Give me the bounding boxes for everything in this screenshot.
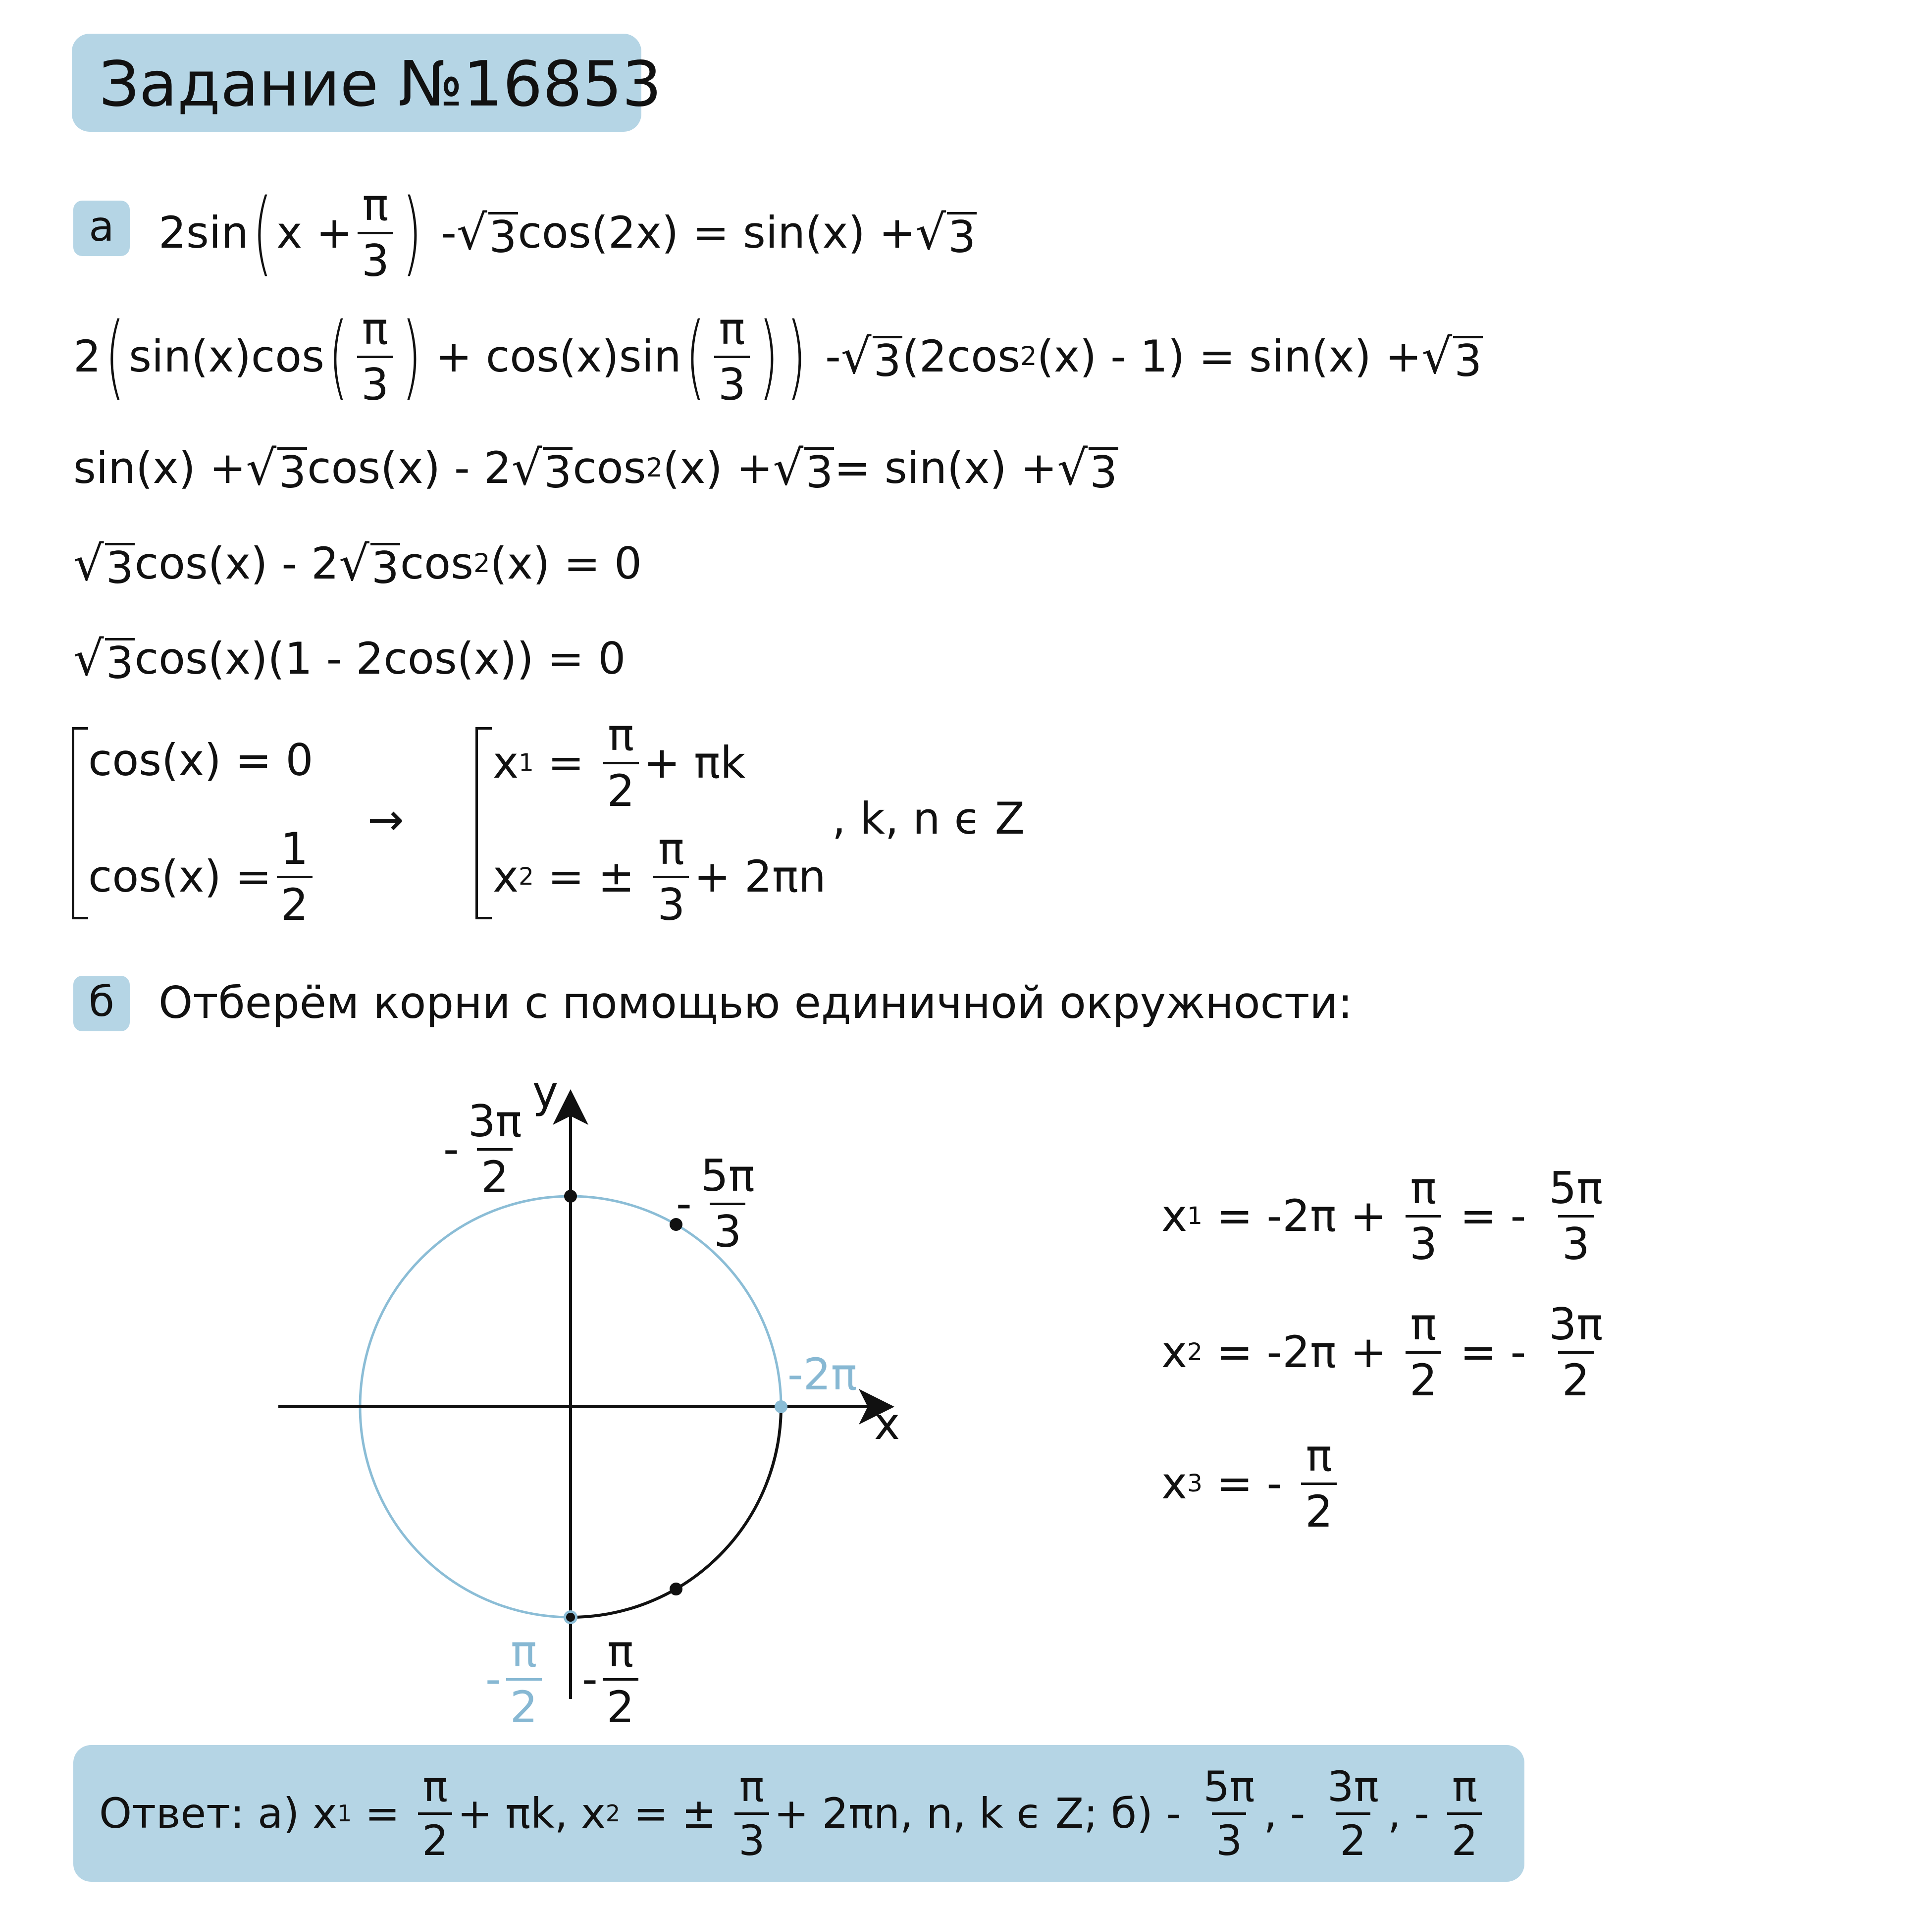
eq2-pre: cos(x) = xyxy=(88,851,272,902)
part-a-badge: а xyxy=(73,201,130,256)
frac-num: 3π xyxy=(1549,1298,1603,1350)
frac-num: 5π xyxy=(700,1150,755,1201)
step2-a: sin(x) + xyxy=(73,442,246,493)
frac-num: π xyxy=(1410,1162,1437,1214)
fraction-pi-2 xyxy=(418,1762,452,1865)
point-minus-pi-2 xyxy=(566,1613,575,1622)
solution-step-4 xyxy=(73,631,626,689)
frac-num: 3π xyxy=(1327,1762,1379,1811)
answer-e: + 2πn, n, k ϵ Z; б) - xyxy=(774,1789,1195,1838)
answer-f: , - xyxy=(1263,1789,1318,1838)
frac-den: 3 xyxy=(653,876,689,927)
subscript: 3 xyxy=(1187,1470,1202,1497)
paren-right: ) xyxy=(402,179,422,286)
solution-step-2 xyxy=(73,440,1118,498)
sqrt-3-end: √ 3 xyxy=(1421,328,1482,386)
fraction-pi-3 xyxy=(734,1762,769,1865)
step2-c: cos xyxy=(573,442,646,493)
eq-lhs: 2sin xyxy=(158,207,249,258)
frac-den: 2 xyxy=(506,1678,542,1729)
step1-cos-sin: + cos(x)sin xyxy=(435,331,681,382)
paren-left: ( xyxy=(328,303,348,410)
paren-right: ) xyxy=(402,303,421,410)
fraction-3pi-2 xyxy=(1545,1298,1607,1406)
fraction-pi-3 xyxy=(357,303,393,410)
x2-var: x xyxy=(493,851,519,902)
fraction-pi-3 xyxy=(653,823,689,930)
root-eq: = - xyxy=(1446,1190,1540,1241)
frac-den: 3 xyxy=(1558,1215,1594,1266)
frac-num: π xyxy=(1305,1430,1332,1481)
solution-step-1 xyxy=(73,305,1483,409)
frac-den: 3 xyxy=(357,356,393,407)
point-minus-pi-3 xyxy=(670,1583,682,1595)
step2-d: (x) + xyxy=(663,442,773,493)
root-x2 xyxy=(1161,1295,1612,1409)
fraction-pi-3 xyxy=(714,303,750,410)
root-eq: = - xyxy=(1202,1458,1297,1509)
root-mid: = -2π + xyxy=(1202,1326,1401,1378)
x1-var: x xyxy=(493,737,519,788)
root-eq: = - xyxy=(1446,1326,1540,1378)
frac-den: 3 xyxy=(1212,1812,1246,1861)
superscript: 2 xyxy=(1020,341,1037,371)
root-x1 xyxy=(1161,1159,1612,1273)
sqrt-3: √ 3 xyxy=(73,535,134,593)
sqrt-3: √ 3 xyxy=(339,535,399,593)
step1-rest: (x) - 1) = sin(x) + xyxy=(1037,331,1422,382)
fraction-pi-3 xyxy=(358,179,393,286)
subscript: 2 xyxy=(605,1800,621,1827)
fraction-3pi-2 xyxy=(464,1095,526,1203)
label-sign: - xyxy=(485,1653,501,1704)
label-minus-5pi-3 xyxy=(676,1144,764,1263)
solution-x1 xyxy=(493,709,746,816)
eq-minus: - xyxy=(441,207,457,258)
system-eq-1: cos(x) = 0 xyxy=(88,735,313,786)
root-var: x xyxy=(1161,1190,1188,1241)
subscript: 2 xyxy=(519,863,534,891)
step1-sin-cos: sin(x)cos xyxy=(129,331,324,382)
arrow-right: → xyxy=(367,794,404,845)
sqrt-3: √ 3 xyxy=(773,440,834,498)
step3-c: (x) = 0 xyxy=(490,538,642,589)
label-sign: - xyxy=(443,1123,459,1174)
frac-den: 2 xyxy=(1447,1812,1481,1861)
answer-a: Ответ: а) x xyxy=(99,1789,337,1838)
label-sign: - xyxy=(676,1178,692,1229)
fraction-pi-2 xyxy=(603,1625,638,1733)
label-minus-3pi-2 xyxy=(443,1090,531,1209)
x1-post: + πk xyxy=(643,737,746,788)
root-x3 xyxy=(1161,1427,1342,1540)
frac-num: π xyxy=(422,1762,448,1811)
fraction-pi-2 xyxy=(1406,1298,1441,1406)
fraction-pi-2 xyxy=(506,1625,542,1733)
step3-b: cos xyxy=(400,538,473,589)
point-minus-3pi-2 xyxy=(564,1190,577,1203)
step1-2cos: (2cos xyxy=(902,331,1020,382)
fraction-pi-2 xyxy=(603,709,639,816)
step1-two: 2 xyxy=(73,331,101,382)
paren-left: ( xyxy=(105,303,125,410)
part-b-text: Отберём корни с помощью единичной окружности: xyxy=(158,977,1353,1028)
frac-den: 2 xyxy=(1301,1483,1337,1534)
answer-g: , - xyxy=(1388,1789,1443,1838)
step4-a: cos(x)(1 - 2cos(x)) = 0 xyxy=(134,633,626,684)
frac-den: 2 xyxy=(1558,1351,1594,1402)
superscript: 2 xyxy=(646,453,663,483)
x-axis-label: x xyxy=(874,1398,900,1449)
frac-num: π xyxy=(739,1762,765,1811)
fraction-pi-2 xyxy=(1301,1430,1337,1537)
frac-num: π xyxy=(658,823,684,874)
label-sign: - xyxy=(582,1653,598,1704)
step3-a: cos(x) - 2 xyxy=(134,538,339,589)
sqrt-3: √ 3 xyxy=(511,440,572,498)
step2-e: = sin(x) + xyxy=(834,442,1057,493)
frac-den: 2 xyxy=(1336,1812,1370,1861)
fraction-3pi-2 xyxy=(1323,1762,1383,1865)
subscript: 1 xyxy=(1187,1202,1202,1230)
root-var: x xyxy=(1161,1326,1188,1378)
step1-minus: - xyxy=(825,331,841,382)
step2-b: cos(x) - 2 xyxy=(307,442,512,493)
sqrt-3: √ 3 xyxy=(840,328,901,386)
frac-den: 3 xyxy=(358,232,393,283)
frac-den: 3 xyxy=(1406,1215,1441,1266)
problem-equation xyxy=(158,179,977,286)
frac-den: 2 xyxy=(477,1148,513,1199)
sqrt-3: √ 3 xyxy=(456,205,517,263)
system-bracket-left xyxy=(72,727,88,919)
fraction-5pi-3 xyxy=(697,1150,759,1257)
fraction-5pi-3 xyxy=(1545,1162,1607,1270)
answer-c: + πk, x xyxy=(457,1789,606,1838)
integer-domain: , k, n ϵ Z xyxy=(832,793,1025,844)
eq-cos2x: cos(2x) = sin(x) + xyxy=(518,207,916,258)
paren-left: ( xyxy=(253,179,272,286)
part-b-badge: б xyxy=(73,976,130,1031)
frac-den: 2 xyxy=(1406,1351,1441,1402)
answer-b: = xyxy=(352,1789,414,1838)
solution-x2 xyxy=(493,823,826,930)
sqrt-3: √ 3 xyxy=(1057,440,1118,498)
frac-den: 3 xyxy=(710,1203,745,1254)
frac-num: π xyxy=(1410,1298,1437,1350)
label-minus-pi-2 xyxy=(582,1620,643,1739)
frac-den: 3 xyxy=(714,356,750,407)
superscript: 2 xyxy=(473,548,490,579)
frac-num: π xyxy=(362,303,388,354)
fraction-pi-2 xyxy=(1447,1762,1481,1865)
point-minus-2pi xyxy=(775,1400,787,1413)
root-var: x xyxy=(1161,1458,1188,1509)
x2-eq: = ± xyxy=(533,851,649,902)
frac-num: π xyxy=(607,1625,634,1677)
frac-den: 2 xyxy=(418,1812,452,1861)
subscript: 1 xyxy=(337,1800,352,1827)
paren-right: ) xyxy=(759,303,779,410)
root-mid: = -2π + xyxy=(1202,1190,1401,1241)
label-minus-pi-2-blue xyxy=(485,1620,547,1739)
sqrt-3-end: √ 3 xyxy=(915,205,976,263)
paren-left: ( xyxy=(685,303,705,410)
frac-den: 2 xyxy=(603,1678,638,1729)
sqrt-3: √ 3 xyxy=(246,440,307,498)
frac-num: 5π xyxy=(1549,1162,1603,1214)
frac-num: 3π xyxy=(468,1095,522,1147)
subscript: 1 xyxy=(519,749,534,777)
sqrt-3: √ 3 xyxy=(73,631,134,689)
eq-x: x + xyxy=(276,207,353,258)
x2-post: + 2πn xyxy=(694,851,826,902)
answer-text xyxy=(99,1764,1487,1863)
x1-eq: = xyxy=(533,737,598,788)
fraction-pi-3 xyxy=(1406,1162,1441,1270)
paren-right: ) xyxy=(786,303,806,410)
answer-d: = ± xyxy=(620,1789,730,1838)
frac-num: π xyxy=(511,1625,537,1677)
y-axis-label: y xyxy=(532,1066,559,1117)
frac-den: 3 xyxy=(734,1812,769,1861)
frac-num: π xyxy=(608,709,634,760)
fraction-5pi-3 xyxy=(1200,1762,1259,1865)
system-eq-2 xyxy=(88,823,317,930)
frac-num: π xyxy=(719,303,745,354)
solution-step-3 xyxy=(73,536,642,591)
frac-num: 5π xyxy=(1203,1762,1255,1811)
frac-den: 2 xyxy=(277,876,313,927)
subscript: 2 xyxy=(1187,1338,1202,1366)
system-bracket-right xyxy=(475,727,492,919)
fraction-1-2 xyxy=(277,823,313,930)
page-title: Задание №16853 xyxy=(99,48,662,120)
frac-den: 2 xyxy=(603,762,639,813)
frac-num: 1 xyxy=(280,823,309,874)
frac-num: π xyxy=(1452,1762,1477,1811)
label-minus-2pi: -2π xyxy=(787,1349,857,1400)
frac-num: π xyxy=(362,179,389,230)
